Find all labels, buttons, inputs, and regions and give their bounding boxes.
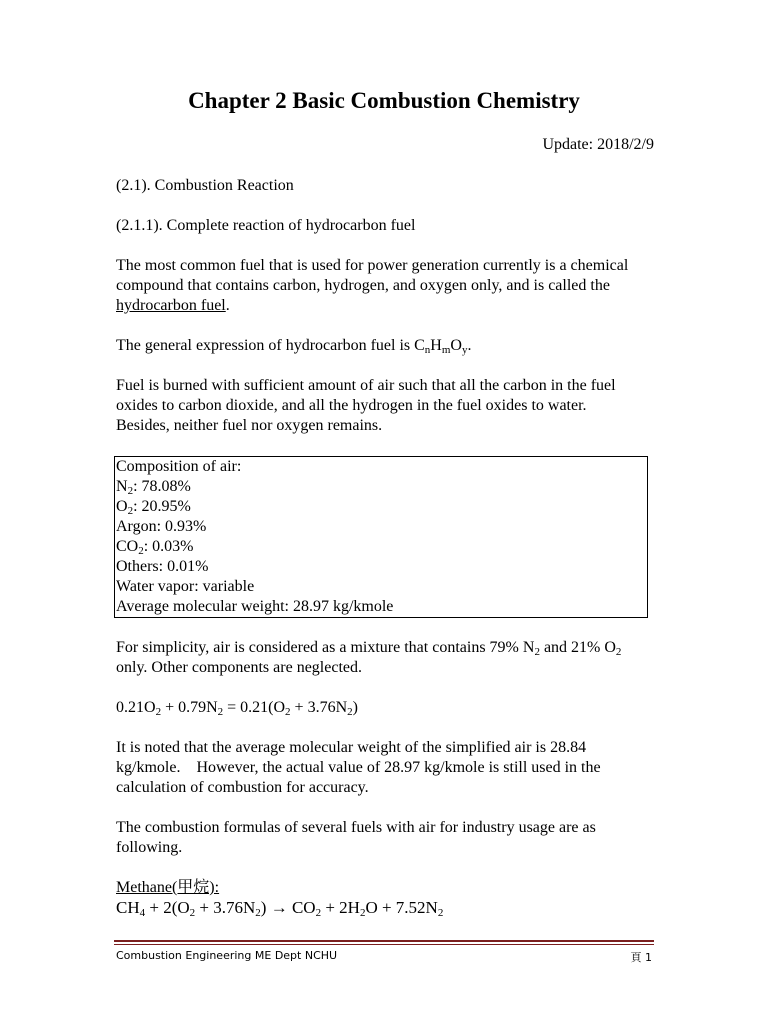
equation-methane: $CH_4 + 2(O_2 + 3.76N_2) \to CO_2 + 2H_2O + 7.52N_2$ [116,898,444,919]
section-heading-2-1: (2.1). Combustion Reaction [116,177,294,194]
hydrocarbon-fuel-term: hydrocarbon fuel [116,297,226,314]
air-others-line: Others: 0.01% [116,558,209,575]
paragraph-hydrocarbon-definition: The most common fuel that is used for power generation currently is a chemical compound that contains carbon, hydrogen, and oxygen only, and is called the hydrocarbon fuel. [116,257,629,314]
air-n2-line: $N_2$: 78.08% [116,478,191,497]
paragraph-simplified-air: For simplicity, air is considered as a mixture that contains 79% $N_2$ and 21% $O_2$ only. Other components are neglected. [116,639,622,676]
air-box-heading: Composition of air: [116,458,242,475]
paragraph-combustion-formulas: The combustion formulas of several fuels with air for industry usage are as following. [116,819,596,856]
section-heading-2-1-1: (2.1.1). Complete reaction of hydrocarbon fuel [116,217,416,234]
air-water-line: Water vapor: variable [116,578,255,595]
methane-label: Methane(甲烷): [116,879,220,896]
document-body [116,176,654,918]
air-co2-line: $CO_2$: 0.03% [116,538,194,557]
page-title: Chapter 2 Basic Combustion Chemistry [188,88,580,113]
paragraph-molecular-weight-note: It is noted that the average molecular weight of the simplified air is 28.84 kg/kmole. However, the actual value of 28.97 kg/kmole is still used in the calculation of combustion for accuracy. [116,739,605,796]
footer-divider [114,940,654,945]
air-argon-line: Argon: 0.93% [116,518,207,535]
air-composition-box [114,456,648,618]
air-avg-weight-line: Average molecular weight: 28.97 kg/kmole [116,598,394,615]
footer-page-number: 頁 1 [630,951,652,964]
equation-air: $0.21O_2 + 0.79N_2 = 0.21(O_2 + 3.76N_2)$ [116,699,358,718]
paragraph-complete-burn: Fuel is burned with sufficient amount of air such that all the carbon in the fuel oxides to carbon dioxide, and all the hydrogen in the fuel oxides to water. Besides, neither fuel nor oxygen remains. [116,377,620,434]
paragraph-general-expression: The general expression of hydrocarbon fuel is $C_nH_mO_y$. [116,337,472,356]
footer-course-name: Combustion Engineering ME Dept NCHU [116,949,338,962]
air-o2-line: $O_2$: 20.95% [116,498,191,517]
update-date: Update: 2018/2/9 [542,136,654,153]
